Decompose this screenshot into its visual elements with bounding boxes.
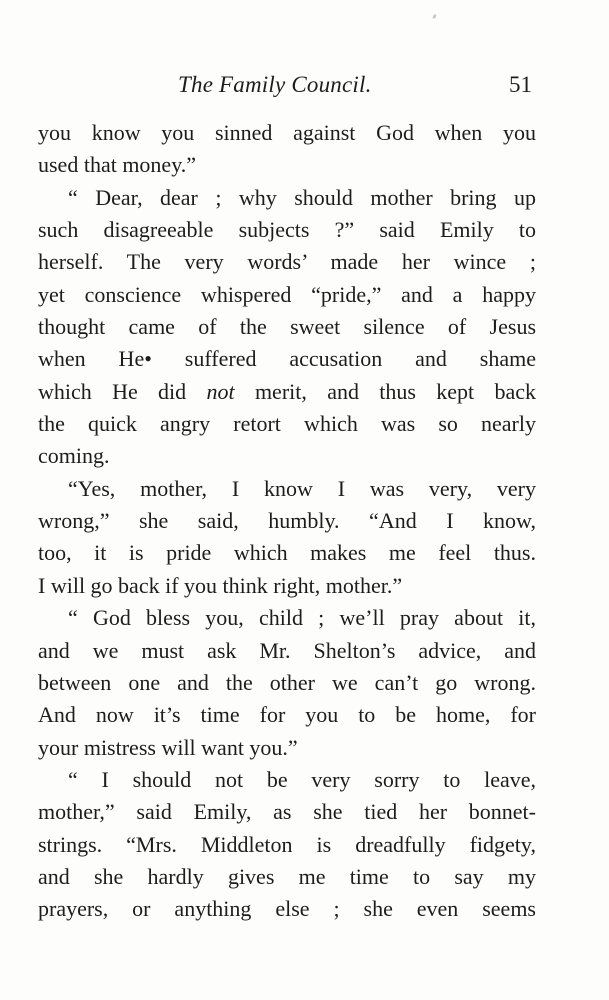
text-line: yet conscience whispered “pride,” and a happy — [38, 281, 536, 307]
text-segment: merit, and thus kept back — [234, 378, 536, 404]
text-line: wrong,” she said, humbly. “And I know, — [38, 508, 536, 534]
text-line: “ Dear, dear ; why should mother bring up — [68, 184, 536, 210]
paper-speck — [432, 14, 437, 20]
text-line: such disagreeable subjects ?” said Emily to — [38, 217, 536, 243]
running-title: The Family Council. — [178, 72, 372, 97]
text-line: “Yes, mother, I know I was very, very — [68, 475, 536, 501]
text-segment: which He did — [38, 378, 207, 404]
text-line: “ I should not be very sorry to leave, — [68, 766, 536, 792]
text-line: “ God bless you, child ; we’ll pray about it, — [68, 605, 536, 631]
body-text — [38, 117, 536, 926]
text-line: prayers, or anything else ; she even seems — [38, 896, 536, 922]
text-line: and we must ask Mr. Shelton’s advice, and — [38, 637, 536, 663]
emphasis-text: not — [206, 378, 235, 404]
text-line: strings. “Mrs. Middleton is dreadfully fidgety, — [38, 831, 536, 857]
text-line: too, it is pride which makes me feel thus. — [38, 540, 536, 566]
text-line: I will go back if you think right, mother.” — [38, 572, 403, 598]
text-line: used that money.” — [38, 152, 197, 178]
text-line: mother,” said Emily, as she tied her bonnet- — [38, 799, 536, 825]
text-line: thought came of the sweet silence of Jesus — [38, 314, 536, 340]
running-header — [38, 72, 536, 108]
text-line: your mistress will want you.” — [38, 734, 298, 760]
text-line: when He• suffered accusation and shame — [38, 346, 536, 372]
text-line: and she hardly gives me time to say my — [38, 863, 536, 889]
text-line: And now it’s time for you to be home, for — [38, 702, 536, 728]
text-line — [38, 376, 536, 408]
text-line: herself. The very words’ made her wince ; — [38, 249, 536, 275]
page-number: 51 — [509, 72, 532, 97]
text-line: the quick angry retort which was so nearly — [38, 411, 536, 437]
text-line: coming. — [38, 443, 110, 469]
text-line: you know you sinned against God when you — [38, 120, 536, 145]
text-line: between one and the other we can’t go wrong. — [38, 669, 536, 695]
